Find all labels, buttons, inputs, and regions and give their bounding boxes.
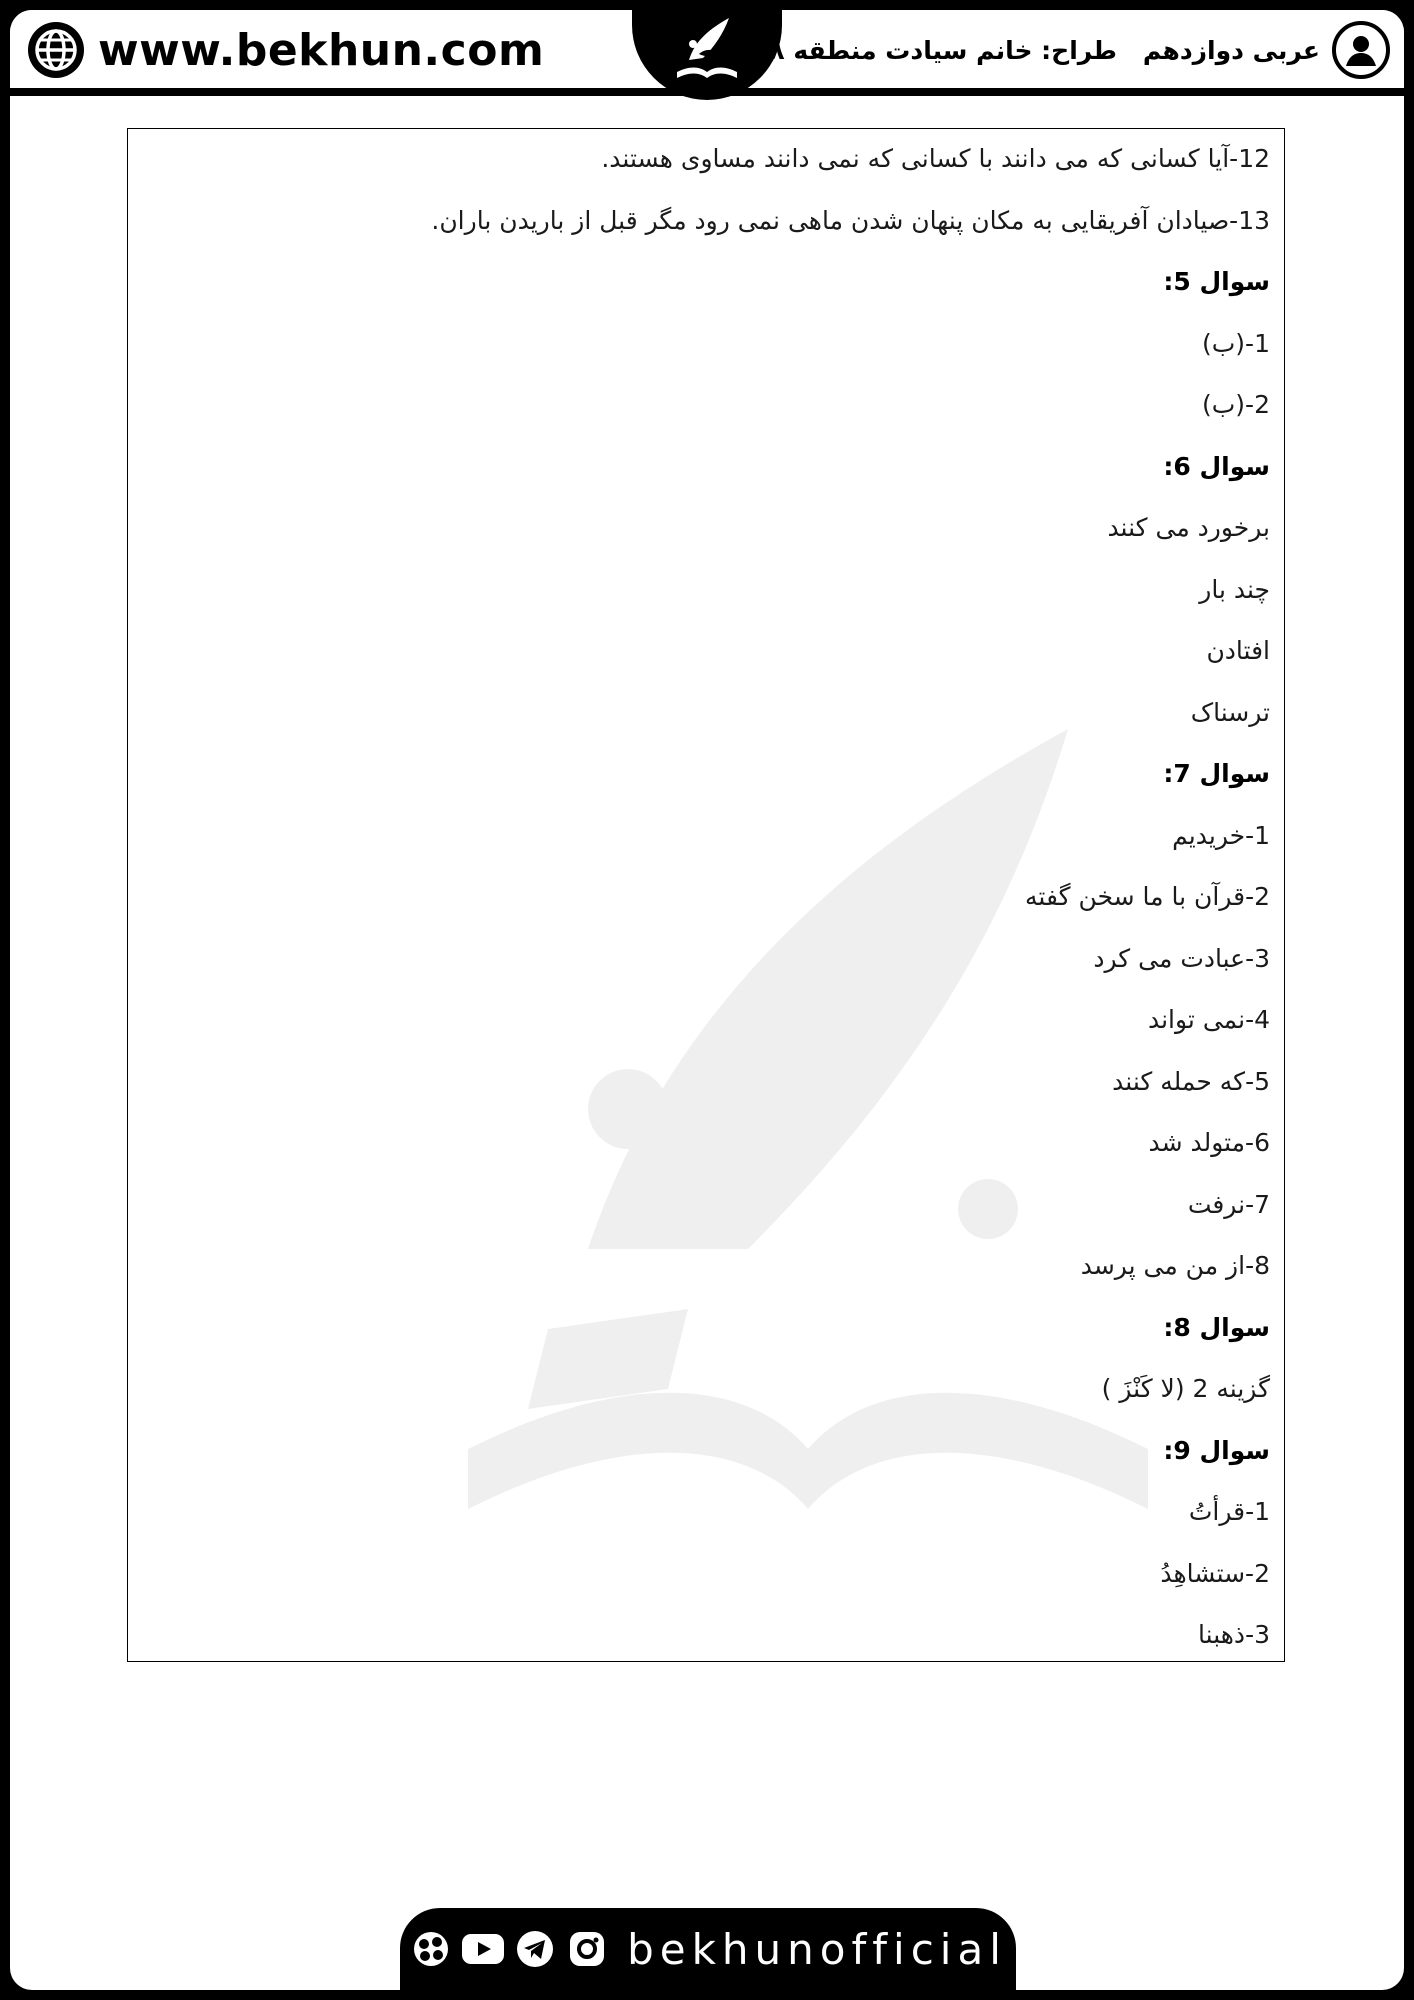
- answer-line: 2-قرآن با ما سخن گفته: [1025, 882, 1270, 911]
- social-handle[interactable]: bekhunofficial: [627, 1924, 1007, 1974]
- header-divider: [10, 88, 1404, 96]
- answer-line: 8-از من می پرسد: [1080, 1251, 1270, 1280]
- answer-line: چند بار: [1199, 574, 1270, 604]
- website-url: www.bekhun.com: [98, 24, 545, 76]
- answer-line: برخورد می کنند: [1107, 513, 1270, 542]
- answer-line: ترسناک: [1190, 697, 1270, 727]
- answer-line: 7-نرفت: [1187, 1189, 1270, 1219]
- question-heading: سوال 6:: [1163, 451, 1270, 481]
- answer-line: 4-نمی تواند: [1147, 1005, 1270, 1034]
- website-link[interactable]: [28, 22, 544, 78]
- answer-line: 3-عبادت می کرد: [1093, 943, 1270, 973]
- answer-box: [127, 128, 1285, 1662]
- instagram-icon[interactable]: [565, 1927, 609, 1971]
- subject-label: عربی دوازدهم: [1142, 35, 1320, 65]
- answer-line: 5-که حمله کنند: [1112, 1066, 1270, 1096]
- question-heading: سوال 8:: [1163, 1312, 1270, 1342]
- answer-lines: [140, 137, 1270, 1675]
- answer-line: 2-ستشاهِدُ: [1160, 1558, 1270, 1588]
- aparat-icon[interactable]: [409, 1927, 453, 1971]
- answer-line: 1-(ب): [1202, 328, 1270, 358]
- question-heading: سوال 7:: [1163, 759, 1270, 788]
- answer-line: 3-ذهبنا: [1198, 1620, 1270, 1649]
- answer-line: 12-آیا کسانی که می دانند با کسانی که نمی دانند مساوی هستند.: [601, 144, 1270, 173]
- user-circle-icon: [1332, 21, 1390, 79]
- globe-icon: [28, 22, 84, 78]
- question-heading: سوال 5:: [1163, 267, 1270, 296]
- bekhun-logo: [632, 10, 782, 100]
- answer-line: 13-صیادان آفریقایی به مکان پنهان شدن ماهی نمی رود مگر قبل از باریدن باران.: [431, 205, 1270, 235]
- designer-label: طراح: خانم سیادت منطقه ۸: [769, 35, 1117, 65]
- answer-line: 2-(ب): [1202, 390, 1270, 419]
- answer-line: 1-خریدیم: [1172, 820, 1270, 850]
- page: [10, 10, 1404, 1990]
- answer-line: 6-متولد شد: [1148, 1128, 1270, 1157]
- header: [10, 10, 1404, 90]
- answer-line: گزینه 2 (لا كَنْزَ ): [1101, 1374, 1270, 1403]
- header-title: [769, 22, 1390, 78]
- answer-line: 1-قرأتُ: [1188, 1497, 1270, 1526]
- social-icons: [409, 1927, 609, 1971]
- telegram-icon[interactable]: [513, 1927, 557, 1971]
- footer-social: [400, 1908, 1016, 1990]
- answer-line: افتادن: [1206, 636, 1270, 665]
- question-heading: سوال 9:: [1163, 1435, 1270, 1465]
- youtube-icon[interactable]: [461, 1927, 505, 1971]
